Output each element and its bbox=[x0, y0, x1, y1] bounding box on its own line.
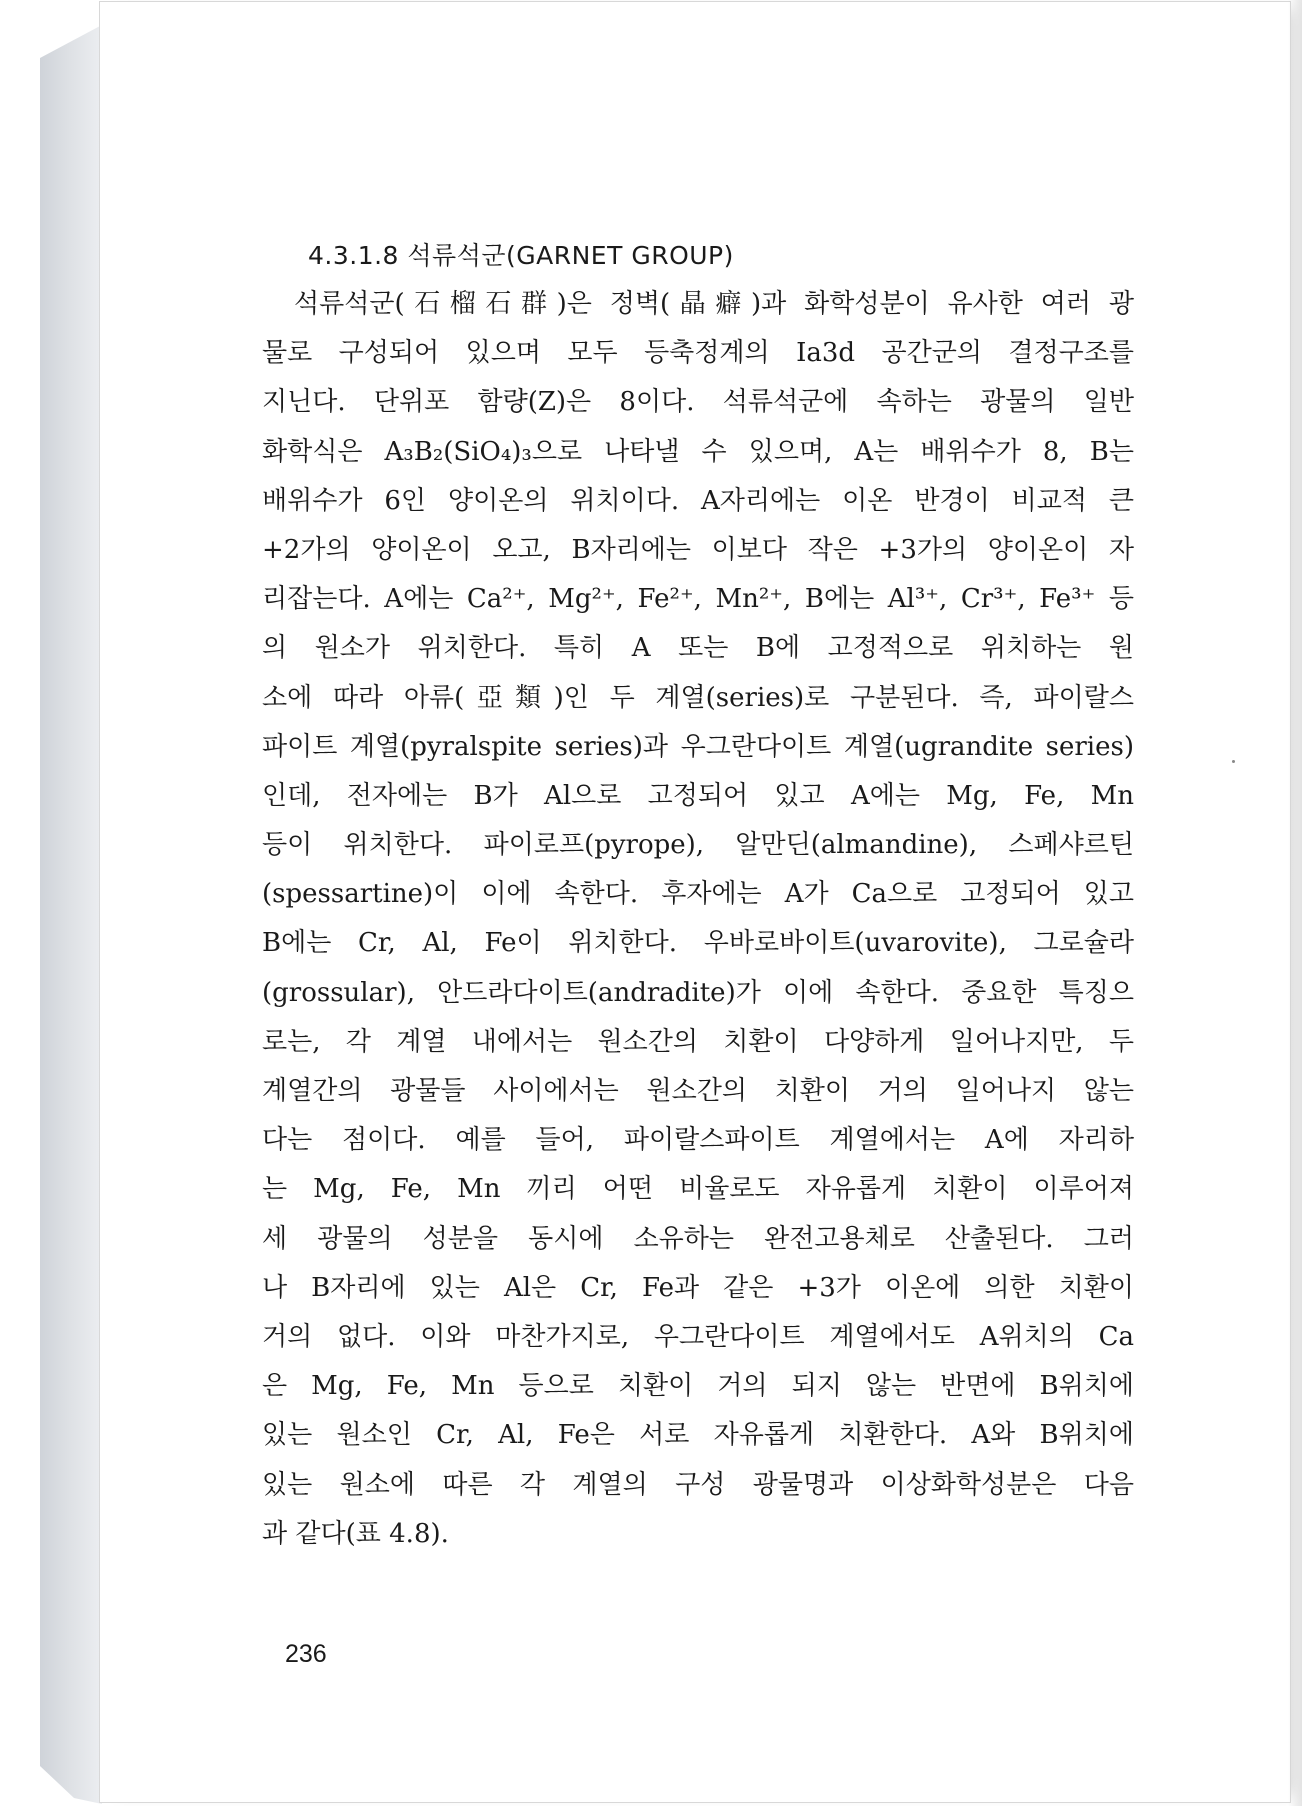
text-line: 파이트 계열(pyralspite series)과 우그란다이트 계열(ugrandite series) bbox=[262, 731, 1134, 762]
text-line: 과 같다(표 4.8). bbox=[262, 1518, 449, 1549]
text-line: 다는 점이다. 예를 들어, 파이랄스파이트 계열에서는 A에 자리하 bbox=[262, 1125, 1134, 1156]
text-line: 리잡는다. A에는 Ca²⁺, Mg²⁺, Fe²⁺, Mn²⁺, B에는 Al³⁺, Cr³⁺, Fe³⁺ 등 bbox=[262, 584, 1134, 615]
body-paragraph bbox=[262, 280, 1134, 1559]
text-line: (spessartine)이 이에 속한다. 후자에는 A가 Ca으로 고정되어 있고 bbox=[262, 879, 1134, 910]
text-line: 의 원소가 위치한다. 특히 A 또는 B에 고정적으로 위치하는 원 bbox=[262, 633, 1134, 664]
section-heading: 4.3.1.8 석류석군(GARNET GROUP) bbox=[308, 241, 734, 270]
text-line: 거의 없다. 이와 마찬가지로, 우그란다이트 계열에서도 A위치의 Ca bbox=[262, 1321, 1134, 1352]
text-line: 있는 원소에 따른 각 계열의 구성 광물명과 이상화학성분은 다음 bbox=[262, 1469, 1134, 1500]
page-number: 236 bbox=[285, 1640, 327, 1668]
text-line: 소에 따라 아류(亞類)인 두 계열(series)로 구분된다. 즉, 파이랄스 bbox=[262, 682, 1134, 713]
text-line: 있는 원소인 Cr, Al, Fe은 서로 자유롭게 치환한다. A와 B위치에 bbox=[262, 1420, 1134, 1451]
text-line: 화학식은 A₃B₂(SiO₄)₃으로 나타낼 수 있으며, A는 배위수가 8, B는 bbox=[262, 436, 1134, 467]
text-line: 배위수가 6인 양이온의 위치이다. A자리에는 이온 반경이 비교적 큰 bbox=[262, 485, 1134, 516]
text-line: 로는, 각 계열 내에서는 원소간의 치환이 다양하게 일어나지만, 두 bbox=[262, 1026, 1134, 1057]
book-spine-edge bbox=[40, 26, 102, 1804]
text-line: 인데, 전자에는 B가 Al으로 고정되어 있고 A에는 Mg, Fe, Mn bbox=[262, 780, 1134, 811]
scan-speck bbox=[1232, 760, 1235, 763]
text-line: 물로 구성되어 있으며 모두 등축정계의 Ia3d 공간군의 결정구조를 bbox=[262, 338, 1134, 369]
text-line: 등이 위치한다. 파이로프(pyrope), 알만딘(almandine), 스페샤르틴 bbox=[262, 830, 1134, 861]
text-line: B에는 Cr, Al, Fe이 위치한다. 우바로바이트(uvarovite), 그로슐라 bbox=[262, 928, 1134, 959]
text-line: 나 B자리에 있는 Al은 Cr, Fe과 같은 +3가 이온에 의한 치환이 bbox=[262, 1272, 1134, 1303]
text-line: 계열간의 광물들 사이에서는 원소간의 치환이 거의 일어나지 않는 bbox=[262, 1076, 1134, 1106]
text-line: 석류석군(石榴石群)은 정벽(晶癖)과 화학성분이 유사한 여러 광 bbox=[294, 289, 1134, 319]
page-shadow bbox=[1288, 0, 1302, 1806]
text-line: 지닌다. 단위포 함량(Z)은 8이다. 석류석군에 속하는 광물의 일반 bbox=[262, 387, 1134, 418]
text-line: 은 Mg, Fe, Mn 등으로 치환이 거의 되지 않는 반면에 B위치에 bbox=[262, 1371, 1134, 1402]
text-line: (grossular), 안드라다이트(andradite)가 이에 속한다. 중요한 특징으 bbox=[262, 977, 1134, 1008]
text-line: 세 광물의 성분을 동시에 소유하는 완전고용체로 산출된다. 그러 bbox=[262, 1223, 1134, 1254]
text-line: 는 Mg, Fe, Mn 끼리 어떤 비율로도 자유롭게 치환이 이루어져 bbox=[262, 1174, 1134, 1205]
text-line: +2가의 양이온이 오고, B자리에는 이보다 작은 +3가의 양이온이 자 bbox=[262, 534, 1134, 565]
